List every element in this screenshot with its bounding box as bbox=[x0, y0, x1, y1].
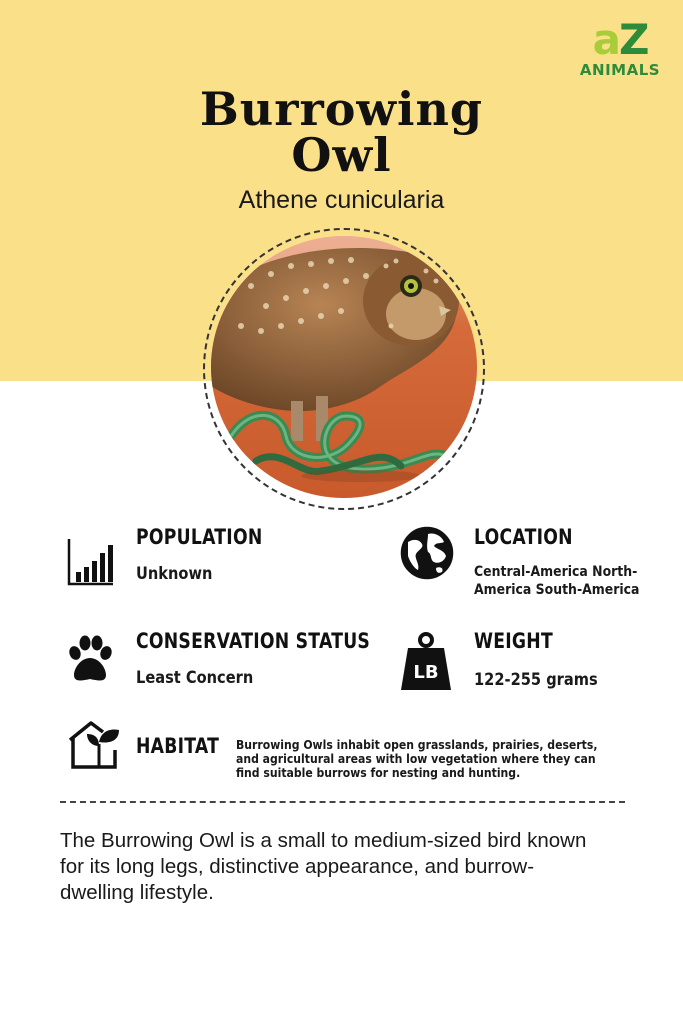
population-value: Unknown bbox=[136, 564, 213, 584]
bar-chart-icon bbox=[67, 537, 115, 591]
description-line-1: The Burrowing Owl is a small to medium-sized bird known bbox=[60, 829, 587, 852]
location-value-line-2: America South-America bbox=[474, 582, 640, 598]
page-title bbox=[100, 82, 583, 182]
logo-word: ANIMALS bbox=[579, 61, 661, 79]
population-label: POPULATION bbox=[136, 525, 263, 549]
habitat-description bbox=[236, 738, 619, 780]
title-line-2: Owl bbox=[291, 128, 392, 182]
logo-letters bbox=[575, 15, 665, 64]
description-line-2: for its long legs, distinctive appearance, and burrow- bbox=[60, 855, 535, 878]
title-line-1: Burrowing bbox=[199, 82, 484, 136]
habitat-line-1: Burrowing Owls inhabit open grasslands, prairies, deserts, bbox=[236, 737, 598, 752]
owl-photo-illustration bbox=[211, 236, 477, 498]
description-paragraph bbox=[60, 828, 635, 906]
weight-value: 122-255 grams bbox=[474, 670, 598, 690]
house-plant-icon bbox=[67, 720, 125, 774]
habitat-line-3: find suitable burrows for nesting and hunting. bbox=[236, 765, 521, 780]
logo-letter-a: a bbox=[592, 15, 619, 64]
conservation-value: Least Concern bbox=[136, 668, 254, 688]
az-animals-logo[interactable] bbox=[575, 15, 665, 88]
paw-icon bbox=[66, 635, 114, 689]
location-value bbox=[474, 563, 639, 599]
scientific-name: Athene cunicularia bbox=[238, 186, 445, 214]
location-value-line-1: Central-America North- bbox=[474, 564, 638, 580]
weight-label: WEIGHT bbox=[474, 629, 553, 653]
description-line-3: dwelling lifestyle. bbox=[60, 881, 214, 904]
animal-photo bbox=[211, 236, 477, 498]
location-label: LOCATION bbox=[474, 525, 573, 549]
habitat-line-2: and agricultural areas with low vegetation where they can bbox=[236, 751, 596, 766]
conservation-label: CONSERVATION STATUS bbox=[136, 629, 371, 653]
habitat-label: HABITAT bbox=[136, 734, 220, 758]
section-divider bbox=[60, 801, 625, 803]
logo-letter-z: Z bbox=[618, 15, 648, 64]
weight-lb-icon bbox=[400, 632, 452, 696]
weight-icon-text: LB bbox=[413, 662, 439, 683]
globe-icon bbox=[398, 524, 456, 586]
